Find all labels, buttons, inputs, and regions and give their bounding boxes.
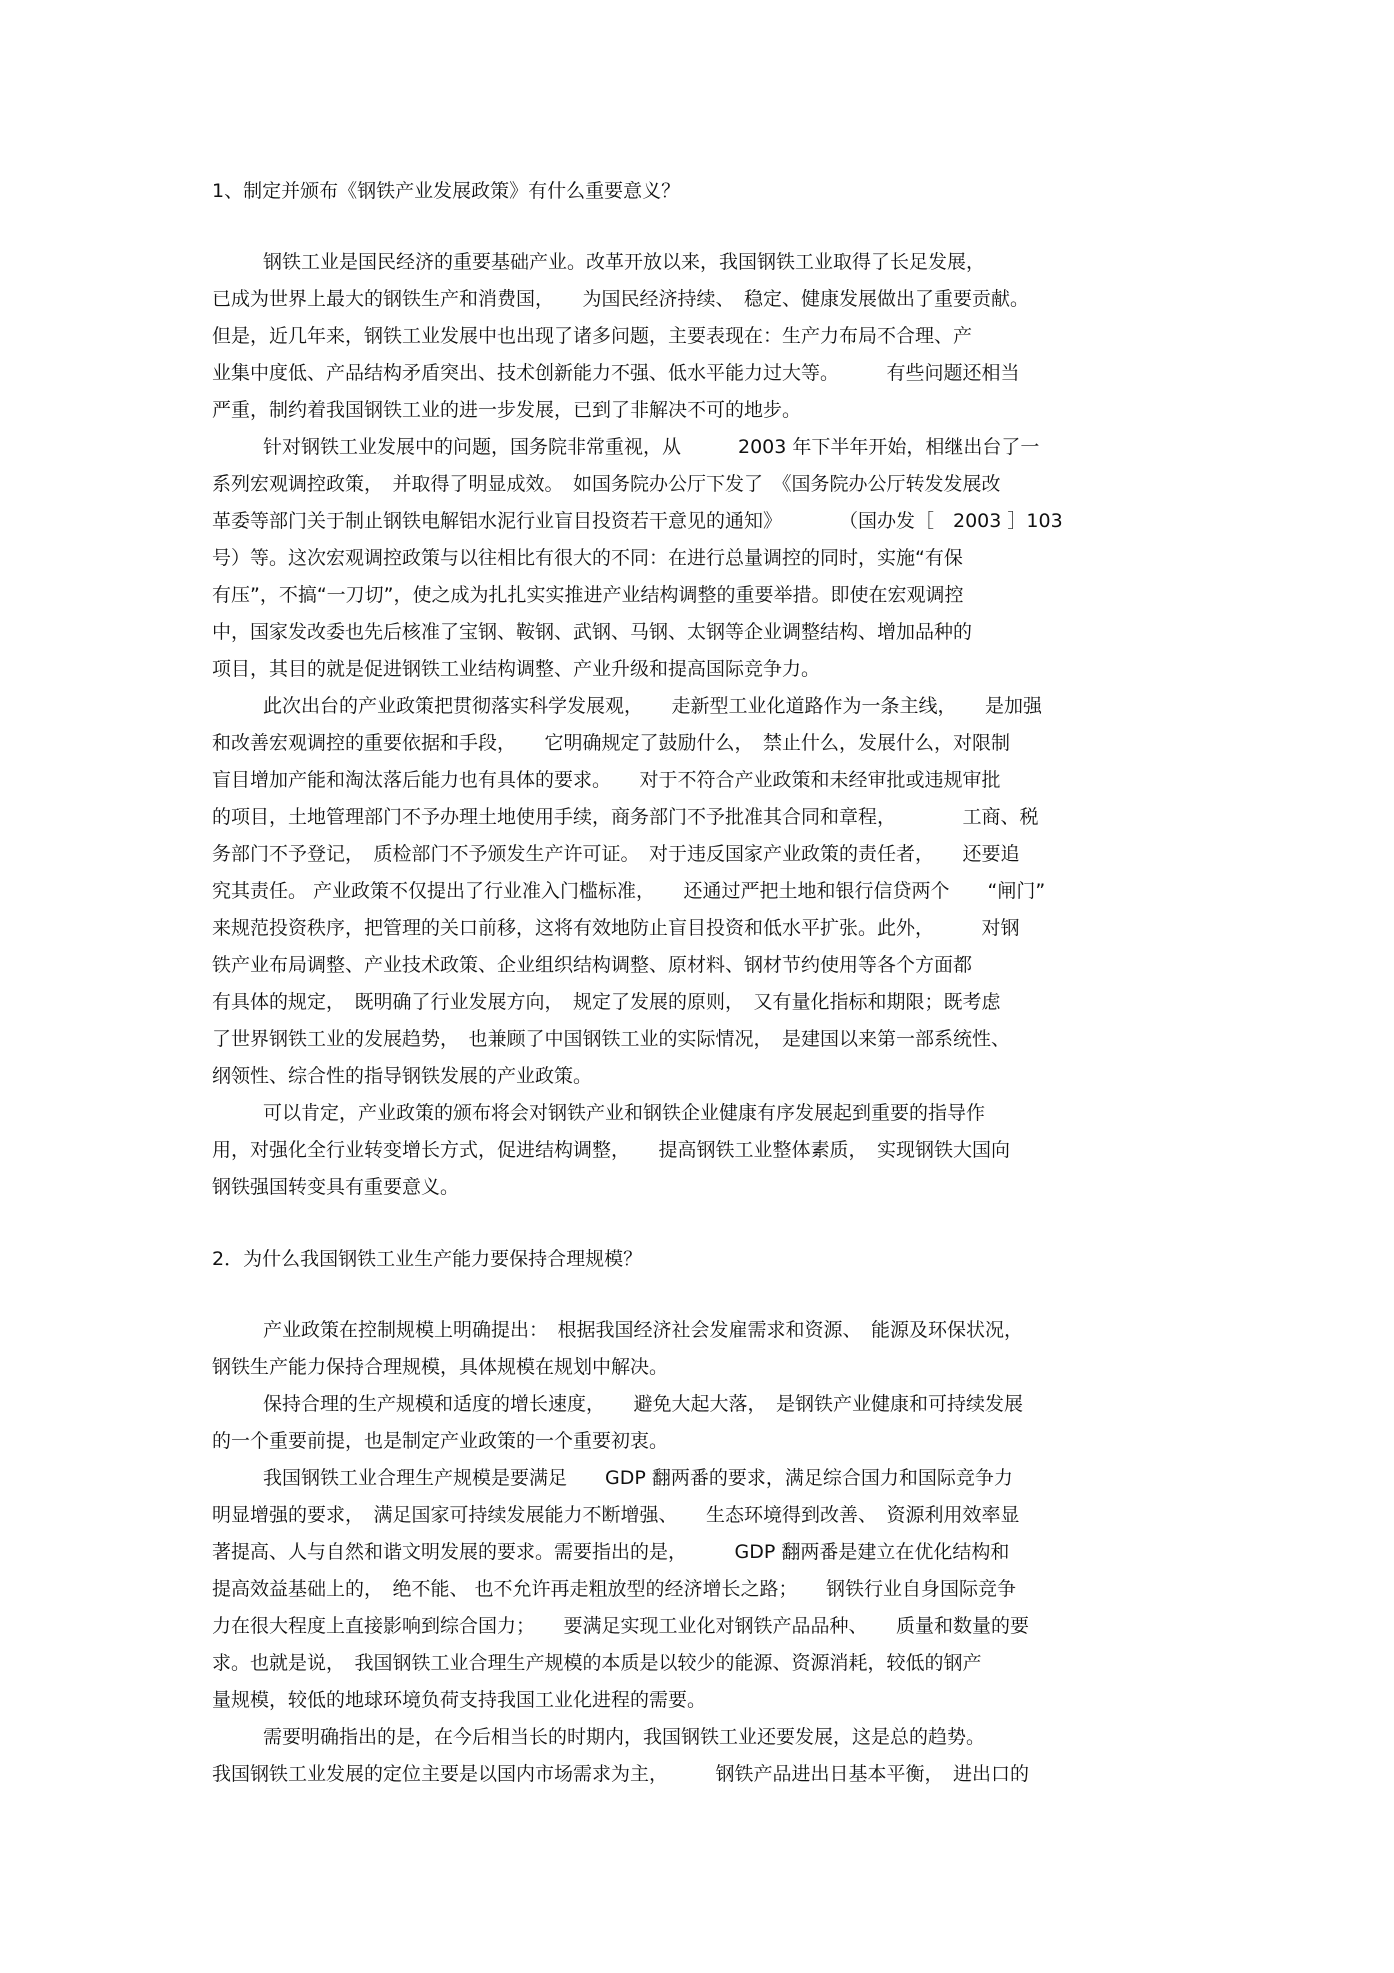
text-line: 项目，其目的就是促进钢铁工业结构调整、产业升级和提高国际竞争力。 — [212, 658, 821, 680]
text-line: 革委等部门关于制止钢铁电解铝水泥行业盲目投资若干意见的通知》 （国办发［ 2003 ］103 — [212, 510, 1063, 532]
text-line: 钢铁工业是国民经济的重要基础产业。改革开放以来，我国钢铁工业取得了长足发展， — [263, 251, 986, 273]
text-line: 针对钢铁工业发展中的问题，国务院非常重视，从 2003 年下半年开始，相继出台了一 — [263, 436, 1040, 458]
text-line: 明显增强的要求， 满足国家可持续发展能力不断增强、 生态环境得到改善、 资源利用效率显 — [212, 1504, 1020, 1526]
text-line: 有压”，不搞“一刀切”，使之成为扎扎实实推进产业结构调整的重要举措。即使在宏观调控 — [212, 584, 964, 606]
text-line: 铁产业布局调整、产业技术政策、企业组织结构调整、原材料、钢材节约使用等各个方面都 — [212, 954, 973, 976]
text-line: 可以肯定，产业政策的颁布将会对钢铁产业和钢铁企业健康有序发展起到重要的指导作 — [263, 1102, 986, 1124]
text-line: 的项目，土地管理部门不予办理土地使用手续，商务部门不予批准其合同和章程， 工商、税 — [212, 806, 1039, 828]
text-line: 提高效益基础上的， 绝不能、 也不允许再走粗放型的经济增长之路； 钢铁行业自身国际竞争 — [212, 1578, 1017, 1600]
text-line: 中，国家发改委也先后核准了宝钢、鞍钢、武钢、马钢、太钢等企业调整结构、增加品种的 — [212, 621, 973, 643]
text-line: 业集中度低、产品结构矛盾突出、技术创新能力不强、低水平能力过大等。 有些问题还相当 — [212, 362, 1020, 384]
text-line: 究其责任。 产业政策不仅提出了行业准入门槛标准， 还通过严把土地和银行信贷两个 “闸门” — [212, 880, 1046, 902]
section-heading-2: 2．为什么我国钢铁工业生产能力要保持合理规模？ — [212, 1248, 643, 1270]
text-line: 量规模，较低的地球环境负荷支持我国工业化进程的需要。 — [212, 1689, 707, 1711]
text-line: 我国钢铁工业合理生产规模是要满足 GDP 翻两番的要求，满足综合国力和国际竞争力 — [263, 1467, 1013, 1489]
text-line: 了世界钢铁工业的发展趋势， 也兼顾了中国钢铁工业的实际情况， 是建国以来第一部系统性、 — [212, 1028, 1011, 1050]
text-line: 和改善宏观调控的重要依据和手段， 它明确规定了鼓励什么， 禁止什么，发展什么，对限制 — [212, 732, 1011, 754]
text-line: 已成为世界上最大的钢铁生产和消费国， 为国民经济持续、 稳定、健康发展做出了重要贡献。 — [212, 288, 1030, 310]
text-line: 纲领性、综合性的指导钢铁发展的产业政策。 — [212, 1065, 593, 1087]
text-line: 保持合理的生产规模和适度的增长速度， 避免大起大落， 是钢铁产业健康和可持续发展 — [263, 1393, 1024, 1415]
text-line: 钢铁强国转变具有重要意义。 — [212, 1176, 460, 1198]
text-line: 严重，制约着我国钢铁工业的进一步发展，已到了非解决不可的地步。 — [212, 399, 802, 421]
section-1-body — [212, 244, 1197, 1206]
text-line: 需要明确指出的是，在今后相当长的时期内，我国钢铁工业还要发展，这是总的趋势。 — [263, 1726, 986, 1748]
text-line: 我国钢铁工业发展的定位主要是以国内市场需求为主， 钢铁产品进出日基本平衡， 进出口的 — [212, 1763, 1030, 1785]
text-line: 盲目增加产能和淘汰落后能力也有具体的要求。 对于不符合产业政策和未经审批或违规审批 — [212, 769, 1001, 791]
text-line: 系列宏观调控政策， 并取得了明显成效。 如国务院办公厅下发了 《国务院办公厅转发发展改 — [212, 473, 1001, 495]
section-heading-1: 1、制定并颁布《钢铁产业发展政策》有什么重要意义？ — [212, 180, 681, 202]
text-line: 著提高、人与自然和谐文明发展的要求。需要指出的是， GDP 翻两番是建立在优化结构和 — [212, 1541, 1010, 1563]
text-line: 的一个重要前提，也是制定产业政策的一个重要初衷。 — [212, 1430, 669, 1452]
text-line: 有具体的规定， 既明确了行业发展方向， 规定了发展的原则， 又有量化指标和期限；既考虑 — [212, 991, 1001, 1013]
section-2-body — [212, 1312, 1197, 1793]
text-line: 钢铁生产能力保持合理规模，具体规模在规划中解决。 — [212, 1356, 669, 1378]
text-line: 来规范投资秩序，把管理的关口前移，这将有效地防止盲目投资和低水平扩张。此外， 对钢 — [212, 917, 1020, 939]
text-line: 此次出台的产业政策把贯彻落实科学发展观， 走新型工业化道路作为一条主线， 是加强 — [263, 695, 1043, 717]
text-line: 求。也就是说， 我国钢铁工业合理生产规模的本质是以较少的能源、资源消耗，较低的钢产 — [212, 1652, 982, 1674]
text-line: 号）等。这次宏观调控政策与以往相比有很大的不同：在进行总量调控的同时，实施“有保 — [212, 547, 963, 569]
text-line: 但是，近几年来，钢铁工业发展中也出现了诸多问题，主要表现在：生产力布局不合理、产 — [212, 325, 973, 347]
text-line: 用，对强化全行业转变增长方式，促进结构调整， 提高钢铁工业整体素质， 实现钢铁大国向 — [212, 1139, 1011, 1161]
text-line: 力在很大程度上直接影响到综合国力； 要满足实现工业化对钢铁产品品种、 质量和数量的要 — [212, 1615, 1030, 1637]
text-line: 务部门不予登记， 质检部门不予颁发生产许可证。 对于违反国家产业政策的责任者， 还要追 — [212, 843, 1020, 865]
text-line: 产业政策在控制规模上明确提出： 根据我国经济社会发雇需求和资源、 能源及环保状况， — [263, 1319, 1024, 1341]
document-page — [212, 176, 1197, 1793]
